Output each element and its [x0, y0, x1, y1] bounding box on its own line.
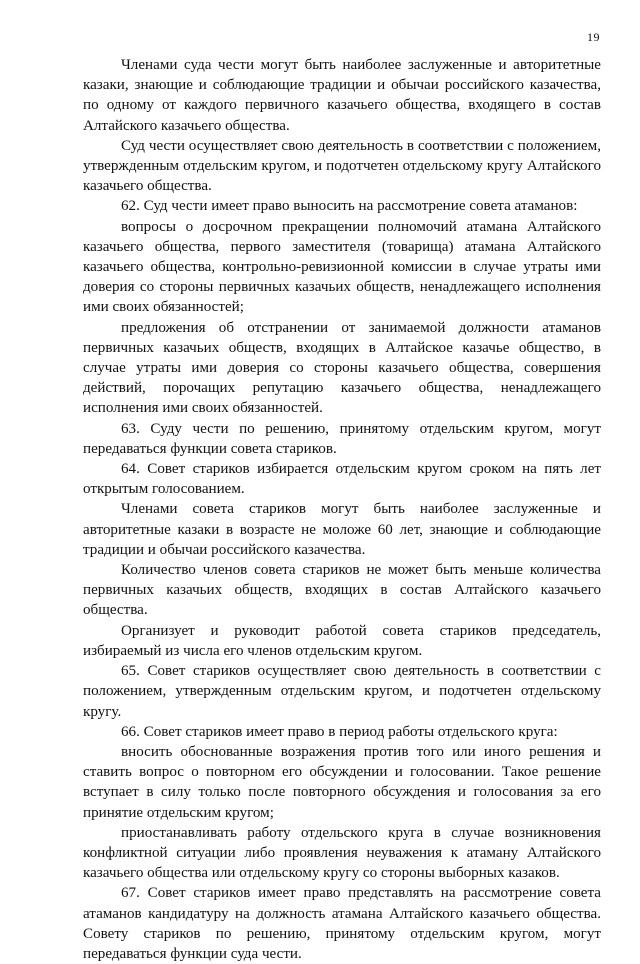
paragraph: 62. Суд чести имеет право выносить на рассмотрение совета атаманов:: [121, 198, 578, 215]
paragraph: Членами суда чести могут быть наиболее заслуженные и авторитетные казаки, знающие и соблюдающие традиции и обычаи российского казачества, по одному от каждого первичного казачьего общества, входящего в состав Алтайского казачьего общества.: [83, 57, 601, 134]
paragraph: 66. Совет стариков имеет право в период работы отдельского круга:: [121, 723, 558, 740]
paragraph: Членами совета стариков могут быть наиболее заслуженные и авторитетные казаки в возрасте не моложе 60 лет, знающие и соблюдающие традиции и обычаи российского казачества.: [83, 501, 601, 558]
paragraph: 64. Совет стариков избирается отдельским кругом сроком на пять лет открытым голосованием.: [83, 461, 601, 498]
paragraph: 67. Совет стариков имеет право представлять на рассмотрение совета атаманов кандидатуру на должность атамана Алтайского казачьего общества. Совету стариков по решению, принятому отдельским кругом, могут передаваться функции суда чести.: [83, 885, 601, 962]
paragraph: предложения об отстранении от занимаемой должности атаманов первичных казачьих обществ, входящих в Алтайское казачье общество, в случае утраты ими доверия со стороны казачьего общества, совершения действий, порочащих репутацию казачьего общества, ненадлежащего исполнения ими своих обязанностей.: [83, 319, 601, 417]
paragraph: вносить обоснованные возражения против того или иного решения и ставить вопрос о повторном его обсуждении и голосовании. Такое решение вступает в силу только после повторного обсуждения и голосования за его принятие отдельским кругом;: [83, 743, 601, 821]
paragraph: Суд чести осуществляет свою деятельность в соответствии с положением, утвержденным отдельским кругом, и подотчетен отдельскому кругу Алтайского казачьего общества.: [83, 137, 601, 195]
paragraph: приостанавливать работу отдельского круга в случае возникновения конфликтной ситуации либо проявления неуважения к атаману Алтайского казачьего общества или отдельскому кругу со стороны выборных казаков.: [83, 824, 601, 882]
document-body: [83, 55, 601, 964]
paragraph: вопросы о досрочном прекращении полномочий атамана Алтайского казачьего общества, первого заместителя (товарища) атамана Алтайского казачьего общества, контрольно-ревизионной комиссии в случае утраты ими доверия со стороны первичных казачьих обществ, ненадлежащего исполнения ими своих обязанностей;: [83, 218, 601, 316]
paragraph: 63. Суду чести по решению, принятому отдельским кругом, могут передаваться функции совета стариков.: [83, 420, 601, 457]
paragraph: 65. Совет стариков осуществляет свою деятельность в соответствии с положением, утвержденным отдельским кругом, и подотчетен отдельскому кругу.: [83, 663, 601, 720]
paragraph: Организует и руководит работой совета стариков председатель, избираемый из числа его членов отдельским кругом.: [83, 622, 601, 659]
page-number: 19: [587, 30, 600, 44]
paragraph: Количество членов совета стариков не может быть меньше количества первичных казачьих обществ, входящих в состав Алтайского казачьего общества.: [83, 562, 601, 619]
